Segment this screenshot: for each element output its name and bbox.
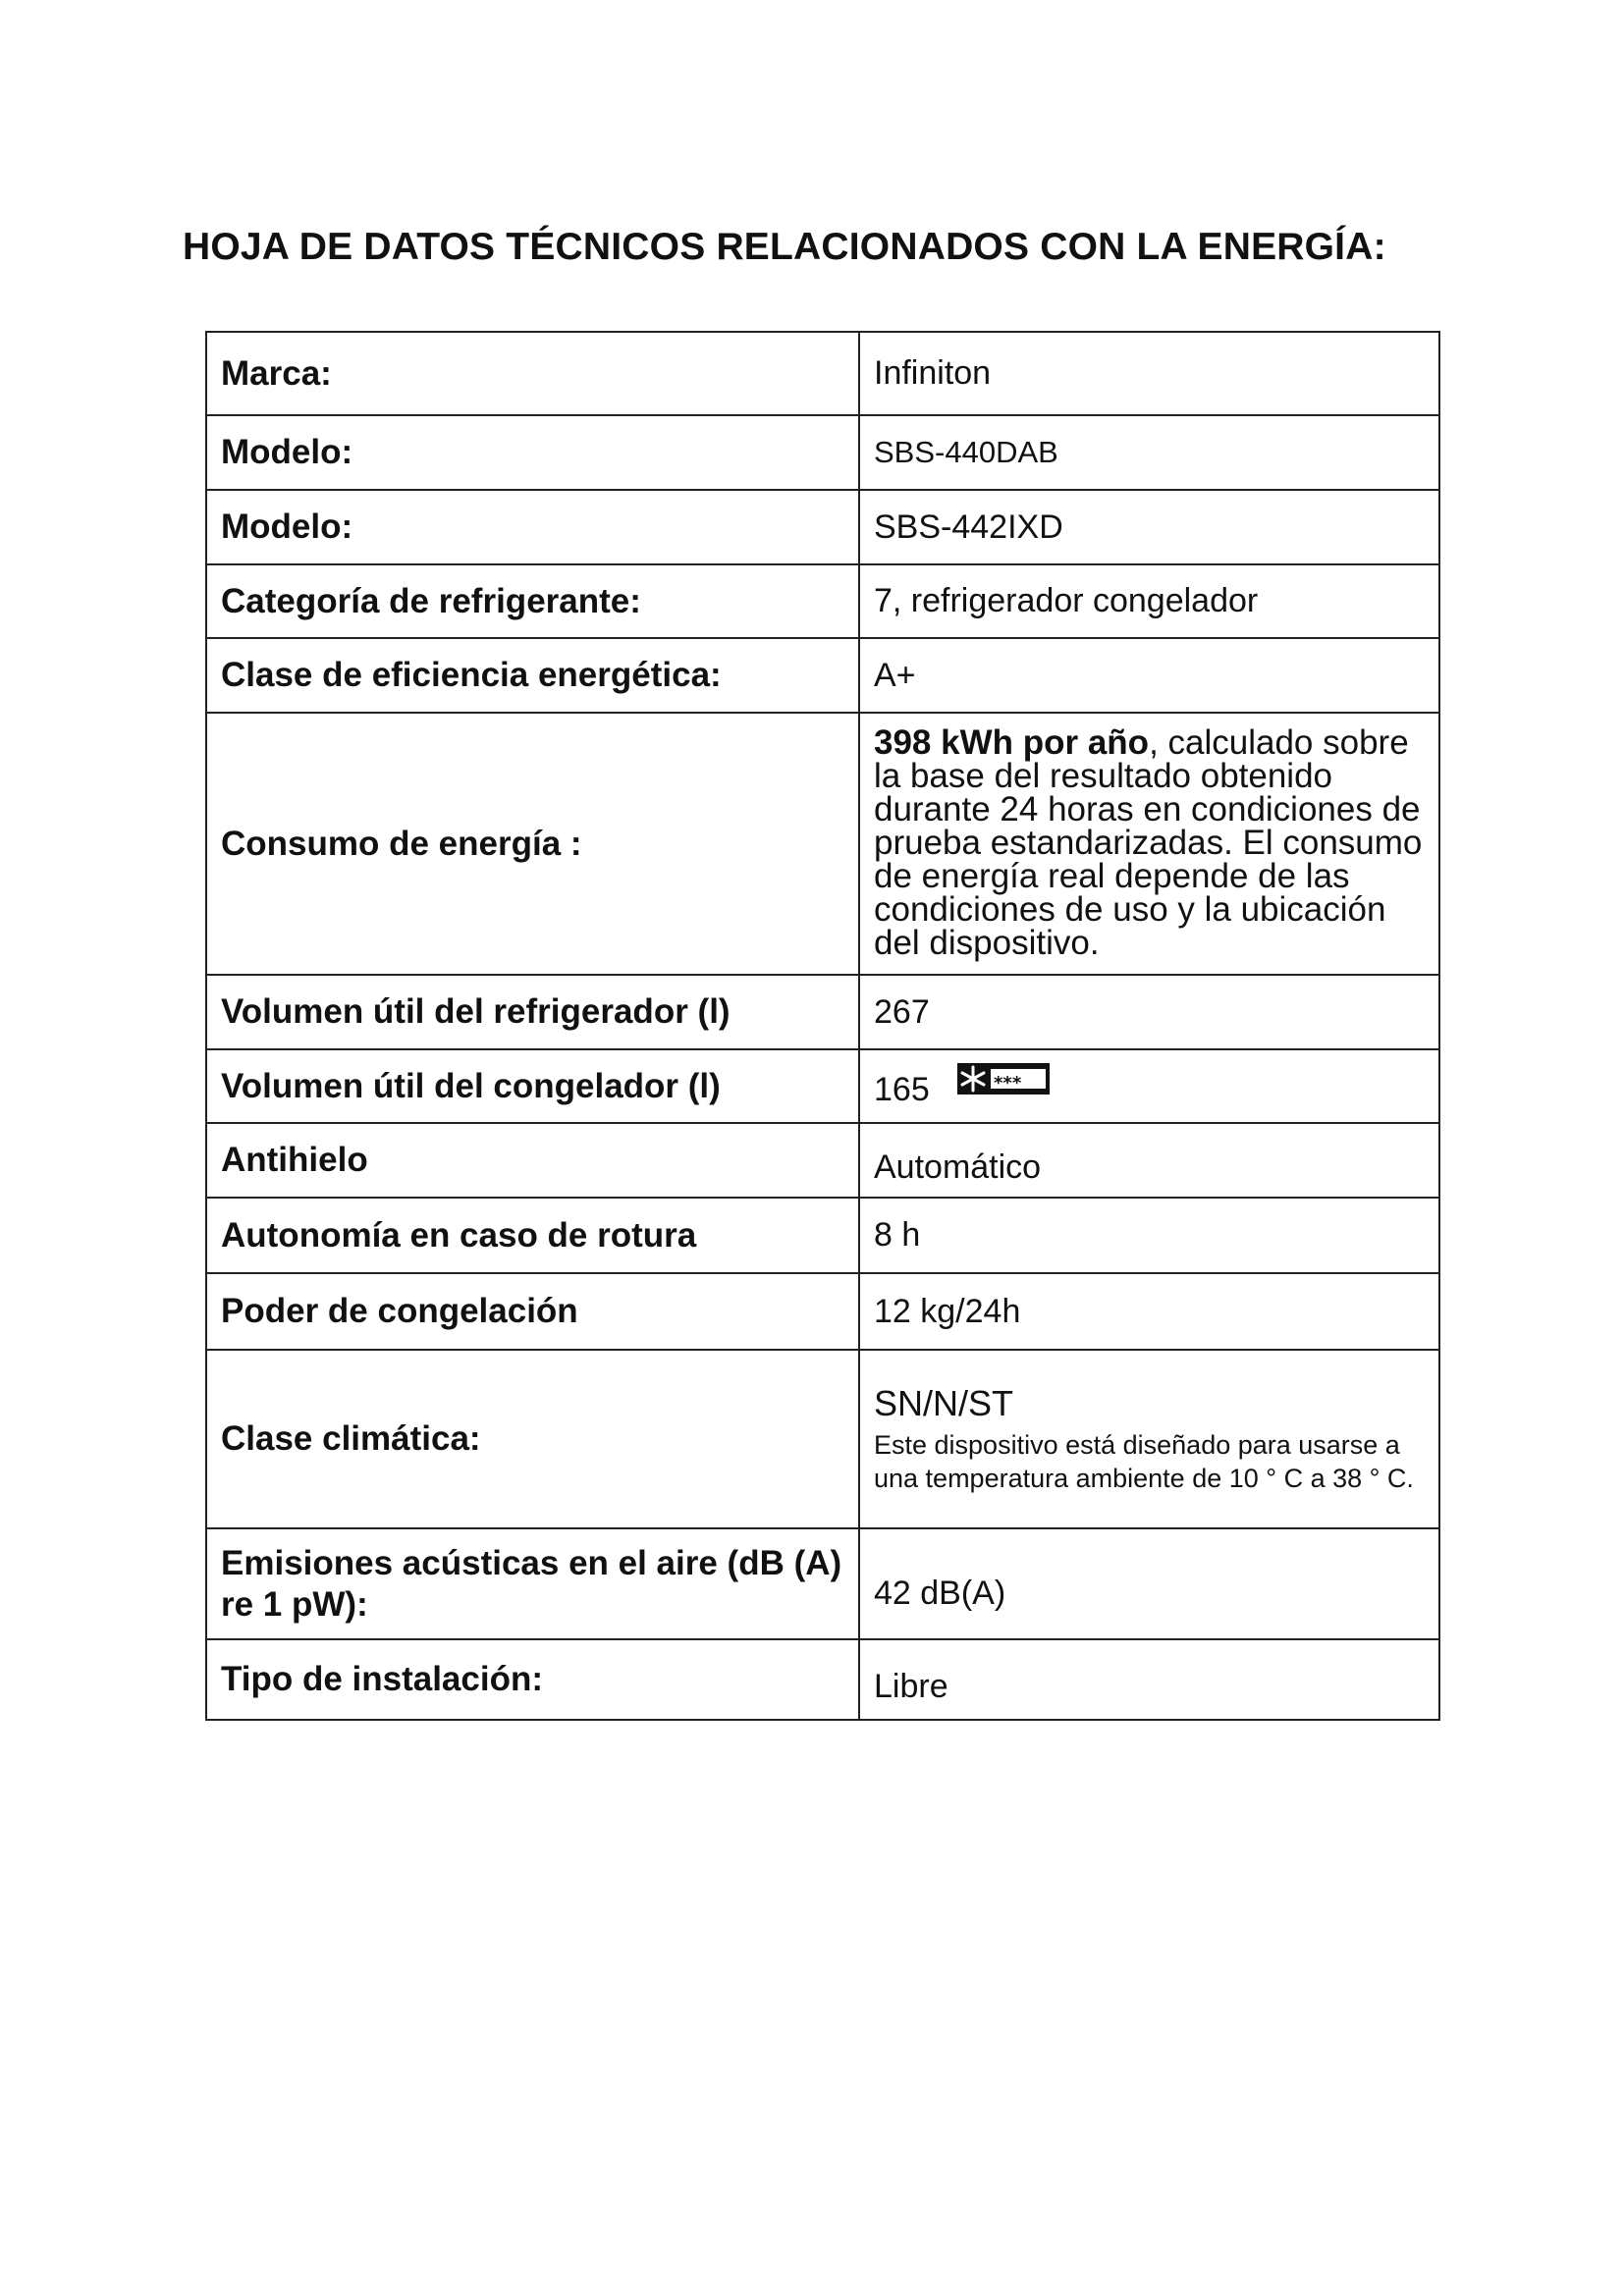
- climate-value: SN/N/ST: [874, 1383, 1014, 1423]
- climate-note: Este dispositivo está diseñado para usarse a una temperatura ambiente de 10 ° C a 38 ° C.: [874, 1430, 1414, 1493]
- table-row: [206, 713, 1439, 975]
- fridge-volume-label: Volumen útil del refrigerador (l): [206, 975, 859, 1049]
- climate-label: Clase climática:: [206, 1350, 859, 1528]
- table-row: [206, 1049, 1439, 1123]
- table-row: [206, 415, 1439, 490]
- noise-label: Emisiones acústicas en el aire (dB (A) re 1 pW):: [206, 1528, 859, 1639]
- freezer-volume-cell: [859, 1049, 1439, 1123]
- installation-value: Libre: [859, 1639, 1439, 1720]
- freezing-power-value: 12 kg/24h: [859, 1273, 1439, 1350]
- brand-value: Infiniton: [859, 332, 1439, 415]
- category-value: 7, refrigerador congelador: [859, 564, 1439, 638]
- noise-value: 42 dB(A): [859, 1528, 1439, 1639]
- climate-cell: [859, 1350, 1439, 1528]
- category-label: Categoría de refrigerante:: [206, 564, 859, 638]
- table-row: [206, 1273, 1439, 1350]
- svg-text:***: ***: [993, 1073, 1021, 1094]
- table-row: [206, 490, 1439, 564]
- table-row: [206, 638, 1439, 713]
- consumption-description: , calculado sobre la base del resultado obtenido durante 24 horas en condiciones de prueba estandarizadas. El consumo de energía real depende de las condiciones de uso y la ubicación del dispositivo.: [874, 722, 1423, 962]
- table-row: [206, 1528, 1439, 1639]
- freezer-volume-label: Volumen útil del congelador (l): [206, 1049, 859, 1123]
- table-row: [206, 332, 1439, 415]
- table-row: [206, 1198, 1439, 1273]
- four-star-freezer-icon: [957, 1063, 1050, 1095]
- freezer-volume-value: 165: [874, 1071, 930, 1108]
- model2-label: Modelo:: [206, 490, 859, 564]
- autonomy-value: 8 h: [859, 1198, 1439, 1273]
- model1-value: SBS-440DAB: [859, 415, 1439, 490]
- model1-label: Modelo:: [206, 415, 859, 490]
- autonomy-label: Autonomía en caso de rotura: [206, 1198, 859, 1273]
- defrost-value: Automático: [859, 1123, 1439, 1198]
- freezing-power-label: Poder de congelación: [206, 1273, 859, 1350]
- table-row: [206, 1639, 1439, 1720]
- defrost-label: Antihielo: [206, 1123, 859, 1198]
- page-title: HOJA DE DATOS TÉCNICOS RELACIONADOS CON LA ENERGÍA:: [183, 226, 1386, 268]
- consumption-value: [859, 713, 1439, 975]
- consumption-label: Consumo de energía :: [206, 713, 859, 975]
- brand-label: Marca:: [206, 332, 859, 415]
- efficiency-value: A+: [859, 638, 1439, 713]
- model2-value: SBS-442IXD: [859, 490, 1439, 564]
- efficiency-label: Clase de eficiencia energética:: [206, 638, 859, 713]
- fridge-volume-value: 267: [859, 975, 1439, 1049]
- table-row: [206, 975, 1439, 1049]
- table-row: [206, 564, 1439, 638]
- energy-spec-table: [205, 331, 1440, 1721]
- installation-label: Tipo de instalación:: [206, 1639, 859, 1720]
- table-row: [206, 1350, 1439, 1528]
- consumption-amount: 398 kWh por año: [874, 722, 1150, 762]
- table-row: [206, 1123, 1439, 1198]
